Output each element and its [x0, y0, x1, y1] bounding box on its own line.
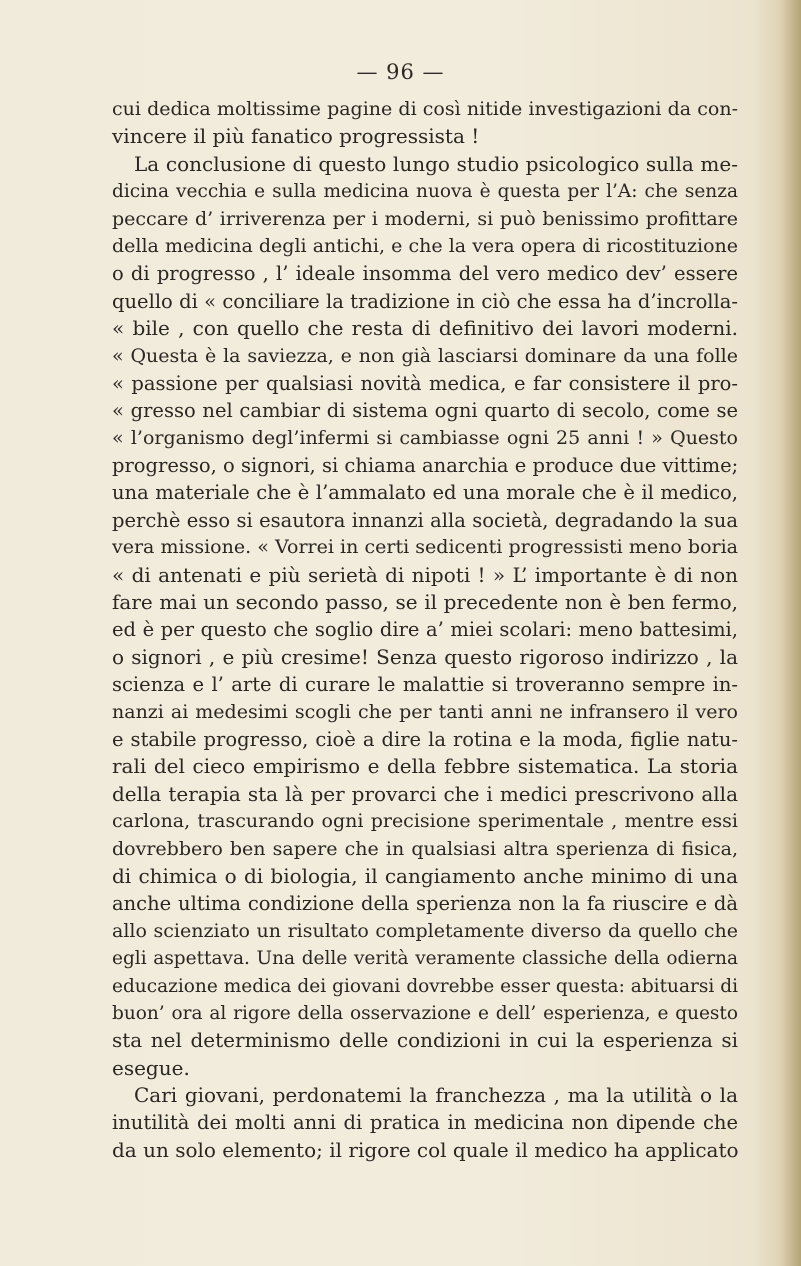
text-line: perchè esso si esautora innanzi alla società, degradando la sua	[112, 508, 738, 532]
text-line: buon’ ora al rigore della osservazione e dell’ esperienza, e questo	[112, 1002, 738, 1024]
text-line: « Questa è la saviezza, e non già lasciarsi dominare da una folle	[112, 344, 738, 367]
text-line: inutilità dei molti anni di pratica in medicina non dipende che	[112, 1111, 738, 1135]
text-line: « passione per qualsiasi novità medica, e far consistere il pro-	[112, 371, 738, 395]
text-line: scienza e l’ arte di curare le malattie si troveranno sempre in-	[112, 673, 738, 697]
text-line: dovrebbero ben sapere che in qualsiasi altra sperienza di fisica,	[112, 837, 738, 860]
page-edge-shadow	[779, 0, 801, 1266]
text-line: allo scienziato un risultato completamente diverso da quello che	[112, 919, 738, 942]
text-line: una materiale che è l’ammalato ed una morale che è il medico,	[112, 481, 738, 505]
text-line: La conclusione di questo lungo studio psicologico sulla me-	[134, 151, 738, 176]
text-line: « l’organismo degl’infermi si cambiasse ogni 25 anni ! » Questo	[112, 426, 738, 449]
body-text	[112, 96, 738, 1164]
text-line: educazione medica dei giovani dovrebbe esser questa: abituarsi di	[112, 975, 738, 997]
text-line: nanzi ai medesimi scogli che per tanti anni ne infransero il vero	[112, 700, 738, 723]
text-line: o di progresso , l’ ideale insomma del vero medico dev’ essere	[112, 262, 738, 286]
text-line: « gresso nel cambiar di sistema ogni quarto di secolo, come se	[112, 399, 738, 423]
text-line: dicina vecchia e sulla medicina nuova è questa per l’A: che senza	[112, 181, 738, 203]
text-line: progresso, o signori, si chiama anarchia e produce due vittime;	[112, 454, 739, 478]
text-line: « bile , con quello che resta di definitivo dei lavori moderni.	[112, 316, 738, 341]
text-line: e stabile progresso, cioè a dire la rotina e la moda, figlie natu-	[112, 727, 738, 751]
text-line: vera missione. « Vorrei in certi sedicenti progressisti meno boria	[112, 536, 738, 559]
text-line: fare mai un secondo passo, se il precedente non è ben fermo,	[112, 590, 738, 615]
text-line: o signori , e più cresime! Senza questo rigoroso indirizzo , la	[112, 644, 738, 669]
text-line: vincere il più fanatico progressista !	[112, 124, 480, 149]
text-line: di chimica o di biologia, il cangiamento anche minimo di una	[112, 863, 738, 888]
text-line: rali del cieco empirismo e della febbre sistematica. La storia	[112, 754, 738, 779]
text-line: Cari giovani, perdonatemi la franchezza , ma la utilità o la	[134, 1083, 738, 1108]
text-line: esegue.	[112, 1055, 190, 1080]
text-line: della terapia sta là per provarci che i medici prescrivono alla	[112, 781, 738, 806]
text-line: della medicina degli antichi, e che la vera opera di ricostituzione	[112, 234, 738, 257]
page-number: — 96 —	[356, 60, 445, 84]
text-line: cui dedica moltissime pagine di così nitide investigazioni da con-	[112, 98, 738, 120]
text-line: ed è per questo che soglio dire a’ miei scolari: meno battesimi,	[112, 618, 738, 642]
text-line: egli aspettava. Una delle verità veramente classiche della odierna	[112, 948, 738, 970]
text-line: peccare d’ irriverenza per i moderni, si può benissimo profittare	[112, 207, 738, 230]
text-line: quello di « conciliare la tradizione in ciò che essa ha d’incrolla-	[112, 289, 738, 313]
text-line: carlona, trascurando ogni precisione sperimentale , mentre essi	[112, 810, 738, 833]
text-line: anche ultima condizione della sperienza non la fa riuscire e dà	[112, 892, 738, 916]
text-line: sta nel determinismo delle condizioni in cui la esperienza si	[112, 1028, 738, 1053]
text-line: da un solo elemento; il rigore col quale il medico ha applicato	[112, 1137, 739, 1162]
text-line: « di antenati e più serietà di nipoti ! » L’ importante è di non	[112, 562, 738, 587]
